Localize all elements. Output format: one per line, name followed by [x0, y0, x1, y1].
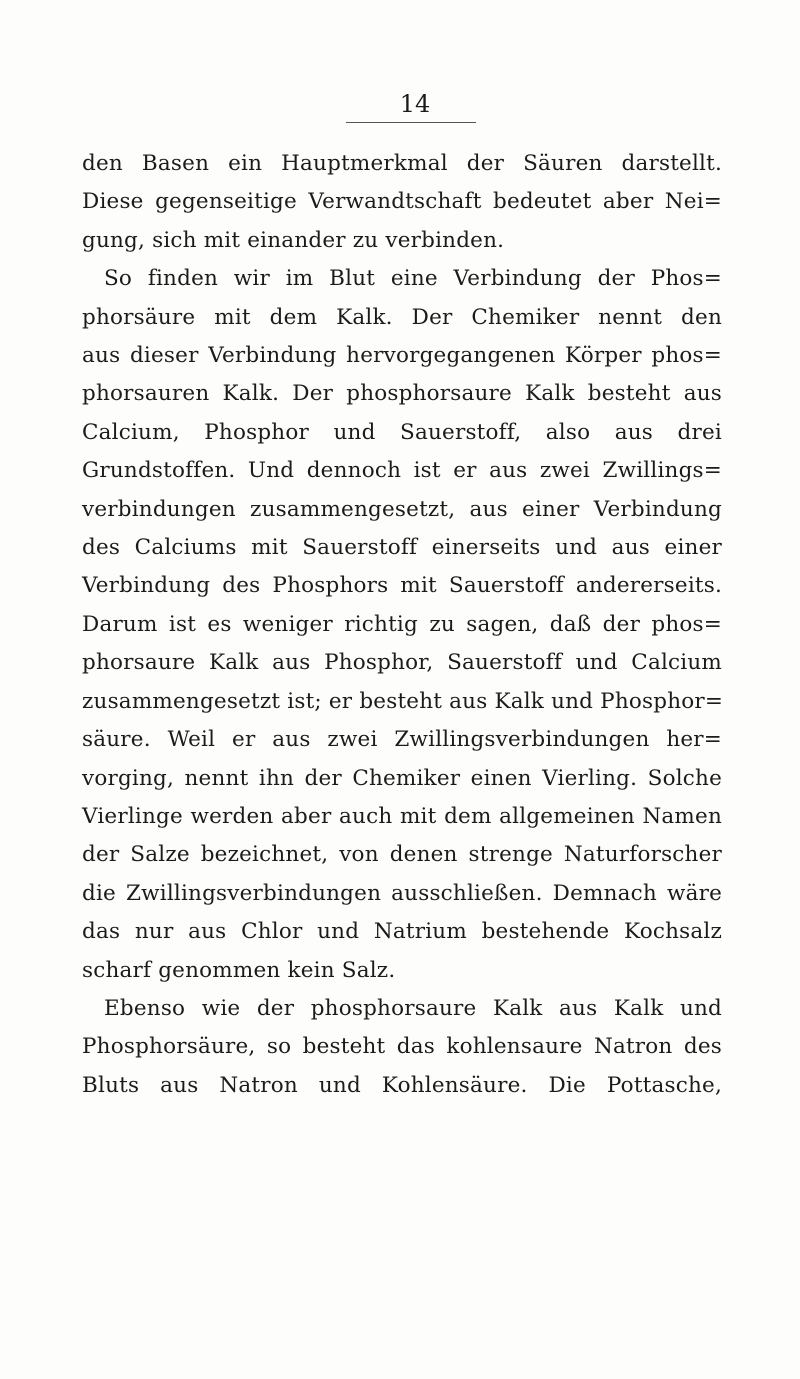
text-line: Calcium, Phosphor und Sauerstoff, also aus drei — [82, 419, 722, 445]
text-line: Vierlinge werden aber auch mit dem allgemeinen Namen — [82, 803, 722, 829]
text-line: vorging, nennt ihn der Chemiker einen Vierling. Solche — [82, 765, 722, 791]
body-text — [82, 145, 722, 1105]
text-line: säure. Weil er aus zwei Zwillingsverbindungen her= — [82, 727, 722, 753]
text-line: die Zwillingsverbindungen ausschließen. Demnach wäre — [82, 880, 722, 906]
text-line: Diese gegenseitige Verwandtschaft bedeutet aber Nei= — [82, 189, 722, 215]
text-line: phorsäure mit dem Kalk. Der Chemiker nennt den — [82, 304, 722, 330]
text-line: den Basen ein Hauptmerkmal der Säuren darstellt. — [82, 151, 722, 176]
text-line: das nur aus Chlor und Natrium bestehende Kochsalz — [82, 919, 722, 945]
page-number: 14 — [399, 90, 431, 118]
text-line: phorsaure Kalk aus Phosphor, Sauerstoff und Calcium — [82, 650, 722, 676]
text-line: Bluts aus Natron und Kohlensäure. Die Pottasche, — [82, 1072, 722, 1098]
text-line: verbindungen zusammengesetzt, aus einer Verbindung — [82, 496, 722, 522]
text-line: zusammengesetzt ist; er besteht aus Kalk und Phosphor= — [82, 688, 724, 714]
text-line: Grundstoffen. Und dennoch ist er aus zwei Zwillings= — [82, 458, 722, 484]
text-line: scharf genommen kein Salz. — [82, 957, 396, 983]
text-line: des Calciums mit Sauerstoff einerseits und aus einer — [82, 535, 722, 561]
text-line: gung, sich mit einander zu verbinden. — [82, 227, 505, 253]
text-line: Ebenso wie der phosphorsaure Kalk aus Kalk und — [104, 995, 722, 1021]
text-line: Phosphorsäure, so besteht das kohlensaure Natron des — [82, 1034, 722, 1060]
text-line: phorsauren Kalk. Der phosphorsaure Kalk besteht aus — [82, 381, 722, 407]
text-line: Verbindung des Phosphors mit Sauerstoff andererseits. — [82, 573, 722, 599]
text-line: Darum ist es weniger richtig zu sagen, daß der phos= — [82, 611, 722, 637]
header-rule — [346, 122, 476, 123]
text-line: So finden wir im Blut eine Verbindung der Phos= — [104, 266, 722, 292]
text-line: aus dieser Verbindung hervorgegangenen Körper phos= — [82, 343, 722, 369]
text-line: der Salze bezeichnet, von denen strenge Naturforscher — [82, 842, 722, 868]
